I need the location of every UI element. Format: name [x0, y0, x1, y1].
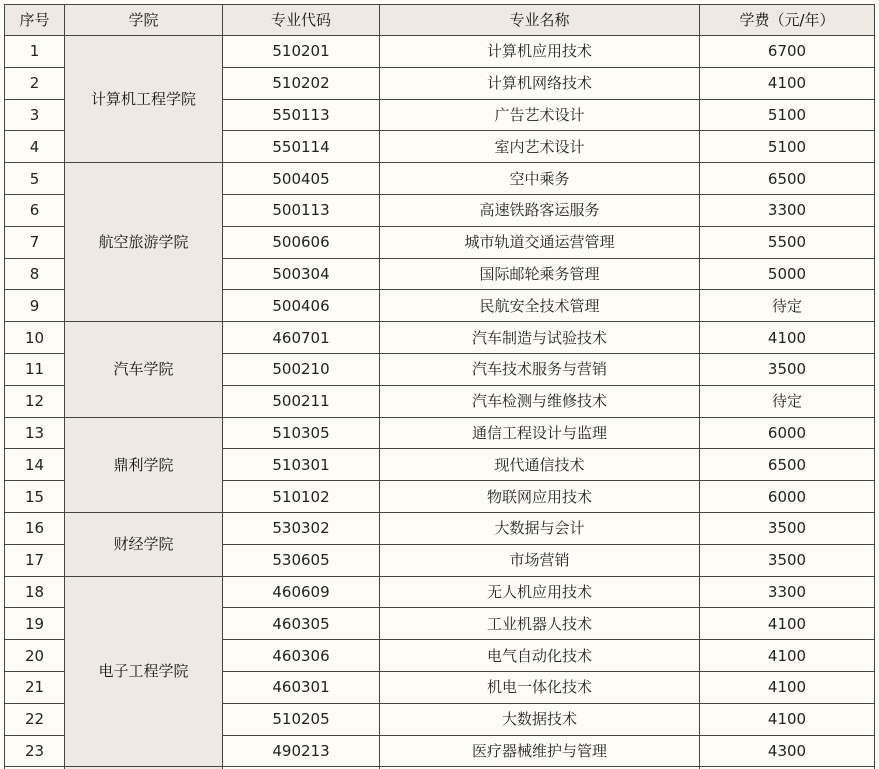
- table-body: [5, 36, 875, 769]
- major-code: 530605: [223, 544, 380, 576]
- major-name: 汽车制造与试验技术: [380, 322, 700, 354]
- row-index: 19: [5, 608, 65, 640]
- major-code: 550114: [223, 131, 380, 163]
- major-name: 室内艺术设计: [380, 131, 700, 163]
- major-name: 城市轨道交通运营管理: [380, 226, 700, 258]
- tuition-fee: 4100: [700, 671, 875, 703]
- table-row: [5, 417, 875, 449]
- major-code: 510205: [223, 703, 380, 735]
- tuition-fee: 5000: [700, 258, 875, 290]
- row-index: 11: [5, 353, 65, 385]
- header-code: 专业代码: [223, 5, 380, 36]
- row-index: 6: [5, 194, 65, 226]
- tuition-fee: 4100: [700, 322, 875, 354]
- row-index: 17: [5, 544, 65, 576]
- major-name: 大数据与会计: [380, 512, 700, 544]
- major-code: 500210: [223, 353, 380, 385]
- tuition-fee: 4100: [700, 640, 875, 672]
- row-index: 4: [5, 131, 65, 163]
- tuition-fee: 4100: [700, 67, 875, 99]
- header-row: [5, 5, 875, 36]
- college-cell: 计算机工程学院: [65, 36, 223, 163]
- tuition-fee: 待定: [700, 290, 875, 322]
- major-name: 物联网应用技术: [380, 481, 700, 513]
- major-code: 500211: [223, 385, 380, 417]
- tuition-fee: 4100: [700, 703, 875, 735]
- tuition-fee: 6700: [700, 36, 875, 68]
- major-code: 460306: [223, 640, 380, 672]
- major-name: 机电一体化技术: [380, 671, 700, 703]
- row-index: 20: [5, 640, 65, 672]
- major-code: 500113: [223, 194, 380, 226]
- major-name: 现代通信技术: [380, 449, 700, 481]
- major-code: 460305: [223, 608, 380, 640]
- tuition-fee: 5100: [700, 99, 875, 131]
- major-name: 民航安全技术管理: [380, 290, 700, 322]
- row-index: 13: [5, 417, 65, 449]
- tuition-fee: 6000: [700, 417, 875, 449]
- major-name: 汽车检测与维修技术: [380, 385, 700, 417]
- row-index: 5: [5, 163, 65, 195]
- row-index: 15: [5, 481, 65, 513]
- tuition-fee: 6000: [700, 481, 875, 513]
- tuition-fee: 4100: [700, 608, 875, 640]
- row-index: 23: [5, 735, 65, 767]
- major-code: 500304: [223, 258, 380, 290]
- college-cell: 汽车学院: [65, 322, 223, 417]
- major-name: 市场营销: [380, 544, 700, 576]
- tuition-fee: 6500: [700, 449, 875, 481]
- table-row: [5, 163, 875, 195]
- major-name: 空中乘务: [380, 163, 700, 195]
- major-code: 490213: [223, 735, 380, 767]
- table-row: [5, 322, 875, 354]
- header-fee: 学费（元/年）: [700, 5, 875, 36]
- major-name: 工业机器人技术: [380, 608, 700, 640]
- major-code: 510301: [223, 449, 380, 481]
- tuition-fee: 3300: [700, 576, 875, 608]
- college-cell: 电子工程学院: [65, 576, 223, 767]
- major-code: 460301: [223, 671, 380, 703]
- tuition-fee: 3300: [700, 194, 875, 226]
- row-index: 3: [5, 99, 65, 131]
- tuition-fee: 3500: [700, 353, 875, 385]
- row-index: 22: [5, 703, 65, 735]
- header-index: 序号: [5, 5, 65, 36]
- tuition-fee: 5500: [700, 226, 875, 258]
- major-code: 510305: [223, 417, 380, 449]
- major-code: 530302: [223, 512, 380, 544]
- major-name: 汽车技术服务与营销: [380, 353, 700, 385]
- tuition-fee: 4300: [700, 735, 875, 767]
- row-index: 21: [5, 671, 65, 703]
- major-name: 计算机应用技术: [380, 36, 700, 68]
- row-index: 1: [5, 36, 65, 68]
- table-row: [5, 512, 875, 544]
- major-code: 510202: [223, 67, 380, 99]
- row-index: 2: [5, 67, 65, 99]
- tuition-fee: 待定: [700, 385, 875, 417]
- major-name: 无人机应用技术: [380, 576, 700, 608]
- major-code: 500406: [223, 290, 380, 322]
- major-name: 高速铁路客运服务: [380, 194, 700, 226]
- major-code: 510201: [223, 36, 380, 68]
- row-index: 12: [5, 385, 65, 417]
- major-code: 510102: [223, 481, 380, 513]
- row-index: 16: [5, 512, 65, 544]
- college-cell: 财经学院: [65, 512, 223, 576]
- major-code: 500606: [223, 226, 380, 258]
- major-name: 国际邮轮乘务管理: [380, 258, 700, 290]
- table-row: [5, 36, 875, 68]
- tuition-fee: 3500: [700, 544, 875, 576]
- major-name: 广告艺术设计: [380, 99, 700, 131]
- major-name: 通信工程设计与监理: [380, 417, 700, 449]
- major-code: 460609: [223, 576, 380, 608]
- major-code: 460701: [223, 322, 380, 354]
- row-index: 9: [5, 290, 65, 322]
- row-index: 10: [5, 322, 65, 354]
- major-code: 500405: [223, 163, 380, 195]
- row-index: 8: [5, 258, 65, 290]
- tuition-fee: 5100: [700, 131, 875, 163]
- row-index: 18: [5, 576, 65, 608]
- major-code: 550113: [223, 99, 380, 131]
- tuition-fee: 3500: [700, 512, 875, 544]
- major-name: 计算机网络技术: [380, 67, 700, 99]
- row-index: 14: [5, 449, 65, 481]
- major-name: 电气自动化技术: [380, 640, 700, 672]
- majors-table: [4, 4, 875, 769]
- major-name: 医疗器械维护与管理: [380, 735, 700, 767]
- table-row: [5, 576, 875, 608]
- row-index: 7: [5, 226, 65, 258]
- tuition-fee: 6500: [700, 163, 875, 195]
- college-cell: 航空旅游学院: [65, 163, 223, 322]
- header-name: 专业名称: [380, 5, 700, 36]
- major-name: 大数据技术: [380, 703, 700, 735]
- college-cell: 鼎利学院: [65, 417, 223, 512]
- header-college: 学院: [65, 5, 223, 36]
